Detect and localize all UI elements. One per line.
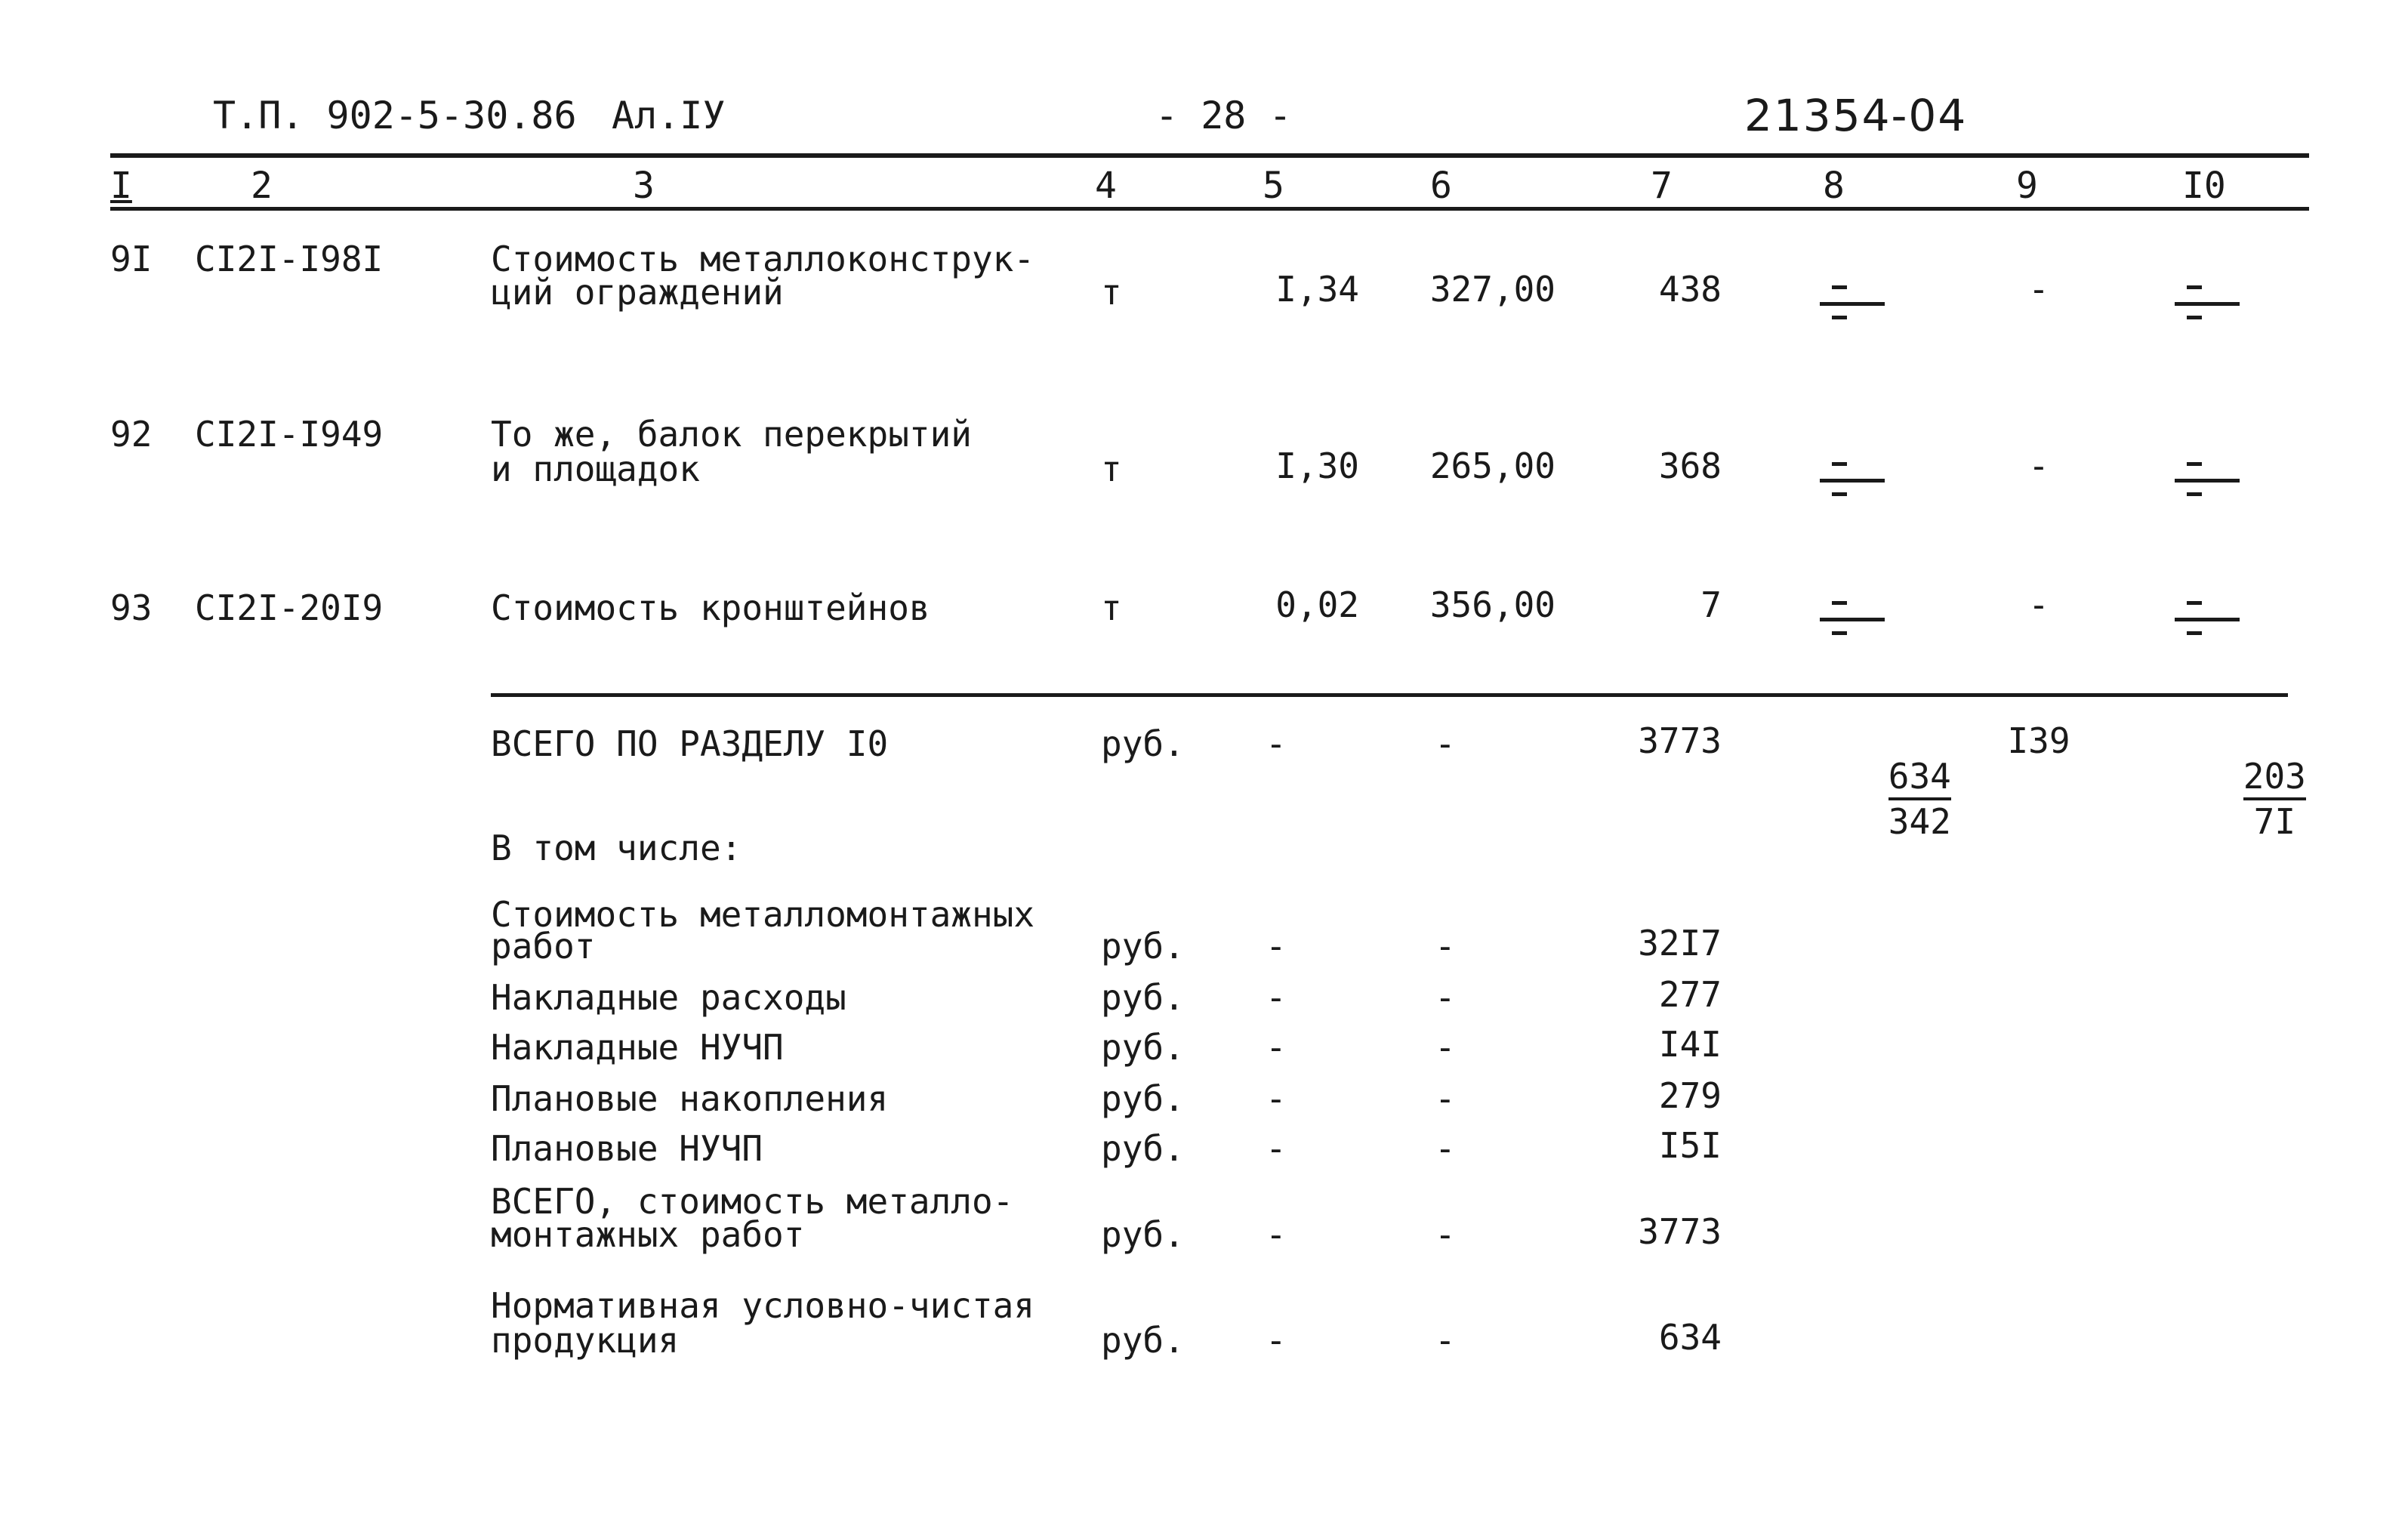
section-total-unit: руб. bbox=[1101, 723, 1185, 764]
section-total-amount: 3773 bbox=[1638, 720, 1722, 761]
breakdown-unit: руб. bbox=[1101, 926, 1185, 967]
breakdown-unit: руб. bbox=[1101, 1027, 1185, 1068]
breakdown-col6: - bbox=[1435, 1078, 1456, 1119]
section-total-rule bbox=[491, 693, 2288, 697]
breakdown-col5: - bbox=[1266, 1078, 1287, 1119]
column-number: 7 bbox=[1651, 165, 1673, 207]
fraction-numerator: 203 bbox=[2243, 758, 2306, 800]
header-top-rule bbox=[110, 153, 2309, 158]
ditto-mark bbox=[2175, 285, 2243, 323]
ditto-mark bbox=[1820, 462, 1888, 500]
row-description: Стоимость металлоконструк- bbox=[491, 239, 1035, 279]
including-label: В том числе: bbox=[491, 828, 742, 868]
column-number: 4 bbox=[1095, 165, 1117, 207]
breakdown-col6: - bbox=[1435, 1128, 1456, 1169]
row-description-cont: и площадок bbox=[491, 449, 700, 489]
breakdown-amount: 277 bbox=[1658, 974, 1722, 1015]
breakdown-col5: - bbox=[1266, 1214, 1287, 1255]
price-code: CI2I-I949 bbox=[195, 414, 384, 455]
ditto-mark bbox=[2175, 601, 2243, 639]
column-number: 3 bbox=[633, 165, 655, 207]
breakdown-label: Нормативная условно-чистая bbox=[491, 1285, 1035, 1326]
section-total-col5: - bbox=[1266, 723, 1287, 764]
row-col9: - bbox=[2028, 584, 2049, 625]
row-total: 368 bbox=[1658, 446, 1722, 486]
breakdown-col5: - bbox=[1266, 926, 1287, 967]
row-unit: т bbox=[1101, 449, 1122, 489]
breakdown-unit: руб. bbox=[1101, 1078, 1185, 1119]
row-quantity: I,34 bbox=[1275, 269, 1359, 310]
row-quantity: I,30 bbox=[1275, 446, 1359, 486]
breakdown-label: Накладные НУЧП bbox=[491, 1027, 784, 1068]
row-col9: - bbox=[2028, 269, 2049, 310]
breakdown-amount: 279 bbox=[1658, 1075, 1722, 1116]
column-number: 5 bbox=[1263, 165, 1284, 207]
fraction-denominator: 342 bbox=[1888, 801, 1951, 843]
breakdown-unit: руб. bbox=[1101, 1128, 1185, 1169]
column-number: I0 bbox=[2182, 165, 2226, 207]
ditto-mark bbox=[1820, 601, 1888, 639]
price-code: CI2I-20I9 bbox=[195, 587, 384, 628]
price-code: CI2I-I98I bbox=[195, 239, 384, 279]
row-description: Стоимость кронштейнов bbox=[491, 587, 930, 628]
row-total: 438 bbox=[1658, 269, 1722, 310]
breakdown-amount: 3773 bbox=[1638, 1211, 1722, 1252]
row-unit-price: 356,00 bbox=[1429, 584, 1555, 625]
column-number: 6 bbox=[1430, 165, 1452, 207]
row-col9: - bbox=[2028, 446, 2049, 486]
header-bottom-rule bbox=[110, 207, 2309, 211]
document-reference: Т.П. 902-5-30.86 bbox=[213, 94, 577, 137]
section-total-col10-fraction bbox=[2160, 723, 2306, 875]
breakdown-amount: 32I7 bbox=[1638, 923, 1722, 964]
breakdown-label: Плановые накопления bbox=[491, 1078, 889, 1119]
row-description-cont: ций ограждений bbox=[491, 272, 784, 313]
breakdown-label: Плановые НУЧП bbox=[491, 1128, 763, 1169]
row-unit: т bbox=[1101, 272, 1122, 313]
breakdown-label-cont: продукция bbox=[491, 1320, 680, 1361]
row-number: 92 bbox=[110, 414, 153, 455]
breakdown-col6: - bbox=[1435, 926, 1456, 967]
fraction-numerator: 634 bbox=[1888, 758, 1951, 800]
breakdown-label-cont: работ bbox=[491, 926, 596, 967]
album-number: Ал.IУ bbox=[612, 94, 726, 137]
fraction-denominator: 7I bbox=[2253, 801, 2296, 843]
breakdown-col6: - bbox=[1435, 1027, 1456, 1068]
section-total-col8-fraction bbox=[1805, 723, 1951, 875]
row-unit-price: 265,00 bbox=[1429, 446, 1555, 486]
breakdown-col6: - bbox=[1435, 977, 1456, 1018]
breakdown-label: Стоимость металломонтажных bbox=[491, 894, 1035, 935]
breakdown-col5: - bbox=[1266, 1320, 1287, 1361]
breakdown-col5: - bbox=[1266, 1027, 1287, 1068]
breakdown-col5: - bbox=[1266, 977, 1287, 1018]
row-description: То же, балок перекрытий bbox=[491, 414, 972, 455]
section-total-col9: I39 bbox=[2007, 720, 2070, 761]
page-number: - 28 - bbox=[1155, 94, 1292, 137]
breakdown-col6: - bbox=[1435, 1320, 1456, 1361]
column-number: 8 bbox=[1823, 165, 1845, 207]
breakdown-label: Накладные расходы bbox=[491, 977, 846, 1018]
row-unit-price: 327,00 bbox=[1429, 269, 1555, 310]
ditto-mark bbox=[2175, 462, 2243, 500]
breakdown-label-cont: монтажных работ bbox=[491, 1214, 805, 1255]
row-unit: т bbox=[1101, 587, 1122, 628]
row-quantity: 0,02 bbox=[1275, 584, 1359, 625]
breakdown-label: ВСЕГО, стоимость металло- bbox=[491, 1181, 1014, 1222]
breakdown-amount: I5I bbox=[1658, 1125, 1722, 1166]
breakdown-amount: I4I bbox=[1658, 1024, 1722, 1065]
column-number: I bbox=[110, 165, 132, 207]
ditto-mark bbox=[1820, 285, 1888, 323]
row-number: 93 bbox=[110, 587, 153, 628]
breakdown-amount: 634 bbox=[1658, 1317, 1722, 1358]
row-total: 7 bbox=[1700, 584, 1722, 625]
breakdown-unit: руб. bbox=[1101, 1320, 1185, 1361]
section-total-label: ВСЕГО ПО РАЗДЕЛУ I0 bbox=[491, 723, 889, 764]
breakdown-col5: - bbox=[1266, 1128, 1287, 1169]
breakdown-unit: руб. bbox=[1101, 977, 1185, 1018]
breakdown-unit: руб. bbox=[1101, 1214, 1185, 1255]
column-number: 9 bbox=[2016, 165, 2038, 207]
document-code: 21354-04 bbox=[1744, 90, 1968, 141]
section-total-col6: - bbox=[1435, 723, 1456, 764]
row-number: 9I bbox=[110, 239, 153, 279]
breakdown-col6: - bbox=[1435, 1214, 1456, 1255]
column-number: 2 bbox=[251, 165, 273, 207]
